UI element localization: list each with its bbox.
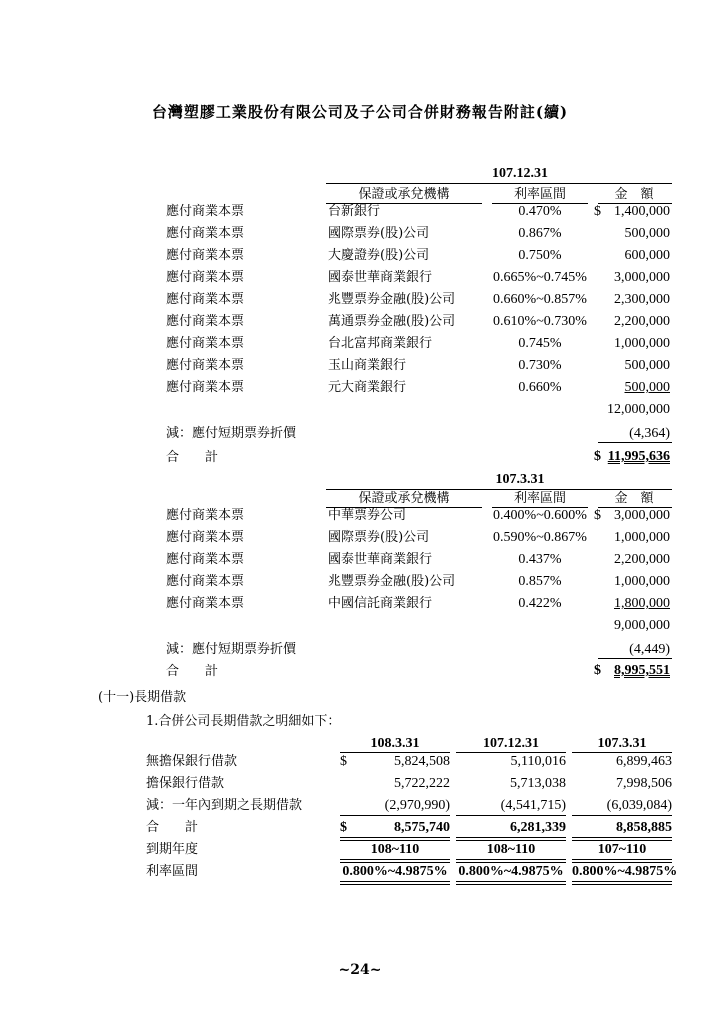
underline xyxy=(340,881,450,882)
row-institution: 大慶證券(股)公司 xyxy=(328,248,430,263)
currency-symbol: $ xyxy=(594,204,601,219)
total-label: 合 計 xyxy=(166,450,219,465)
row-rate: 0.867% xyxy=(518,226,562,241)
underline xyxy=(572,752,672,753)
col-institution-header: 保證或承兌機構 xyxy=(358,491,450,506)
underline xyxy=(456,752,566,753)
row-rate: 0.660% xyxy=(518,380,562,395)
row-item: 應付商業本票 xyxy=(166,336,245,351)
cell-value: (4,541,715) xyxy=(500,798,566,813)
underline xyxy=(456,881,566,882)
row-rate: 0.470% xyxy=(518,204,562,219)
row-amount: 1,000,000 xyxy=(614,574,670,589)
cell-value: 108~110 xyxy=(486,842,536,857)
row-item: 應付商業本票 xyxy=(166,596,245,611)
cell-value: 8,858,885 xyxy=(616,820,672,835)
underline xyxy=(340,815,450,816)
underline xyxy=(456,840,566,841)
underline xyxy=(340,840,450,841)
cell-value: 0.800%~4.9875% xyxy=(572,864,678,879)
underline xyxy=(340,884,450,885)
section-heading: (十一)長期借款 xyxy=(98,690,187,705)
row-item: 應付商業本票 xyxy=(166,380,245,395)
underline xyxy=(340,837,450,838)
row-label: 減：一年內到期之長期借款 xyxy=(146,798,303,813)
underline xyxy=(572,881,672,882)
subtotal-amount: 9,000,000 xyxy=(614,618,670,633)
subtotal-amount: 12,000,000 xyxy=(607,402,670,417)
row-amount: 1,400,000 xyxy=(614,204,670,219)
row-label: 合 計 xyxy=(146,820,199,835)
underline xyxy=(456,815,566,816)
row-institution: 兆豐票券金融(股)公司 xyxy=(328,574,456,589)
discount-amount: (4,364) xyxy=(629,426,670,441)
table-date: 107.3.31 xyxy=(495,472,545,487)
row-amount: 2,200,000 xyxy=(614,314,670,329)
page-title: 台灣塑膠工業股份有限公司及子公司合併財務報告附註(續) xyxy=(151,103,569,121)
row-rate: 0.610%~0.730% xyxy=(493,314,587,329)
row-institution: 國泰世華商業銀行 xyxy=(328,270,433,285)
row-item: 應付商業本票 xyxy=(166,270,245,285)
total-amount: 11,995,636 xyxy=(607,449,670,464)
header-rule xyxy=(326,183,672,184)
row-label: 利率區間 xyxy=(146,864,199,879)
cell-value: 0.800%~4.9875% xyxy=(458,864,564,879)
underline xyxy=(572,840,672,841)
row-label: 無擔保銀行借款 xyxy=(146,754,238,769)
col-header: 107.3.31 xyxy=(597,736,647,751)
underline xyxy=(598,442,672,443)
header-rule xyxy=(326,489,672,490)
row-rate: 0.730% xyxy=(518,358,562,373)
row-amount: 3,000,000 xyxy=(614,270,670,285)
row-rate: 0.590%~0.867% xyxy=(493,530,587,545)
underline xyxy=(456,837,566,838)
row-institution: 國際票券(股)公司 xyxy=(328,530,430,545)
cell-value: 5,722,222 xyxy=(394,776,450,791)
row-amount: 2,300,000 xyxy=(614,292,670,307)
row-institution: 中華票券公司 xyxy=(328,508,407,523)
row-rate: 0.400%~0.600% xyxy=(493,508,587,523)
table-date: 107.12.31 xyxy=(492,166,548,181)
row-institution: 萬通票券金融(股)公司 xyxy=(328,314,456,329)
cell-value: 8,575,740 xyxy=(394,820,450,835)
underline xyxy=(598,658,672,659)
underline xyxy=(340,862,450,863)
row-amount: 500,000 xyxy=(624,380,670,395)
row-item: 應付商業本票 xyxy=(166,248,245,263)
col-amount-header: 金 額 xyxy=(614,187,654,202)
discount-label: 減：應付短期票券折價 xyxy=(166,642,297,657)
row-institution: 元大商業銀行 xyxy=(328,380,407,395)
underline xyxy=(456,862,566,863)
col-institution-header: 保證或承兌機構 xyxy=(358,187,450,202)
underline xyxy=(572,837,672,838)
row-label: 到期年度 xyxy=(146,842,199,857)
discount-label: 減：應付短期票券折價 xyxy=(166,426,297,441)
row-rate: 0.660%~0.857% xyxy=(493,292,587,307)
row-item: 應付商業本票 xyxy=(166,292,245,307)
row-amount: 2,200,000 xyxy=(614,552,670,567)
col-header: 108.3.31 xyxy=(370,736,420,751)
discount-amount: (4,449) xyxy=(629,642,670,657)
cell-value: 5,110,016 xyxy=(510,754,566,769)
currency-symbol: $ xyxy=(594,449,601,464)
row-item: 應付商業本票 xyxy=(166,508,245,523)
cell-value: 0.800%~4.9875% xyxy=(342,864,448,879)
underline xyxy=(572,862,672,863)
row-institution: 玉山商業銀行 xyxy=(328,358,407,373)
col-amount-header: 金 額 xyxy=(614,491,654,506)
row-amount: 1,800,000 xyxy=(614,596,670,611)
currency-symbol: $ xyxy=(594,663,601,678)
row-amount: 1,000,000 xyxy=(614,530,670,545)
row-institution: 國泰世華商業銀行 xyxy=(328,552,433,567)
underline xyxy=(572,815,672,816)
col-header: 107.12.31 xyxy=(483,736,539,751)
cell-value: 7,998,506 xyxy=(616,776,672,791)
row-item: 應付商業本票 xyxy=(166,358,245,373)
row-rate: 0.750% xyxy=(518,248,562,263)
currency-symbol: $ xyxy=(340,820,347,835)
underline xyxy=(340,752,450,753)
row-item: 應付商業本票 xyxy=(166,552,245,567)
cell-value: 5,824,508 xyxy=(394,754,450,769)
row-rate: 0.437% xyxy=(518,552,562,567)
underline xyxy=(572,884,672,885)
col-rate-header: 利率區間 xyxy=(513,187,566,202)
cell-value: 108~110 xyxy=(370,842,420,857)
row-institution: 台新銀行 xyxy=(328,204,381,219)
row-amount: 600,000 xyxy=(624,248,670,263)
row-institution: 中國信託商業銀行 xyxy=(328,596,433,611)
page-number: ~24~ xyxy=(338,962,382,978)
cell-value: (6,039,084) xyxy=(606,798,672,813)
row-institution: 台北富邦商業銀行 xyxy=(328,336,433,351)
col-rate-header: 利率區間 xyxy=(513,491,566,506)
currency-symbol: $ xyxy=(340,754,347,769)
row-rate: 0.422% xyxy=(518,596,562,611)
underline xyxy=(340,859,450,860)
total-amount: 8,995,551 xyxy=(614,663,670,678)
section-subheading: 1.合併公司長期借款之明細如下： xyxy=(146,714,341,729)
underline xyxy=(456,884,566,885)
row-item: 應付商業本票 xyxy=(166,574,245,589)
total-label: 合 計 xyxy=(166,664,219,679)
row-institution: 兆豐票券金融(股)公司 xyxy=(328,292,456,307)
row-amount: 500,000 xyxy=(624,358,670,373)
row-rate: 0.745% xyxy=(518,336,562,351)
cell-value: 6,281,339 xyxy=(510,820,566,835)
cell-value: (2,970,990) xyxy=(384,798,450,813)
row-amount: 3,000,000 xyxy=(614,508,670,523)
row-rate: 0.857% xyxy=(518,574,562,589)
row-rate: 0.665%~0.745% xyxy=(493,270,587,285)
underline xyxy=(456,859,566,860)
row-institution: 國際票券(股)公司 xyxy=(328,226,430,241)
cell-value: 6,899,463 xyxy=(616,754,672,769)
row-item: 應付商業本票 xyxy=(166,226,245,241)
cell-value: 107~110 xyxy=(597,842,647,857)
row-label: 擔保銀行借款 xyxy=(146,776,225,791)
row-item: 應付商業本票 xyxy=(166,204,245,219)
currency-symbol: $ xyxy=(594,508,601,523)
row-item: 應付商業本票 xyxy=(166,314,245,329)
row-amount: 1,000,000 xyxy=(614,336,670,351)
row-item: 應付商業本票 xyxy=(166,530,245,545)
row-amount: 500,000 xyxy=(624,226,670,241)
underline xyxy=(572,859,672,860)
cell-value: 5,713,038 xyxy=(510,776,566,791)
